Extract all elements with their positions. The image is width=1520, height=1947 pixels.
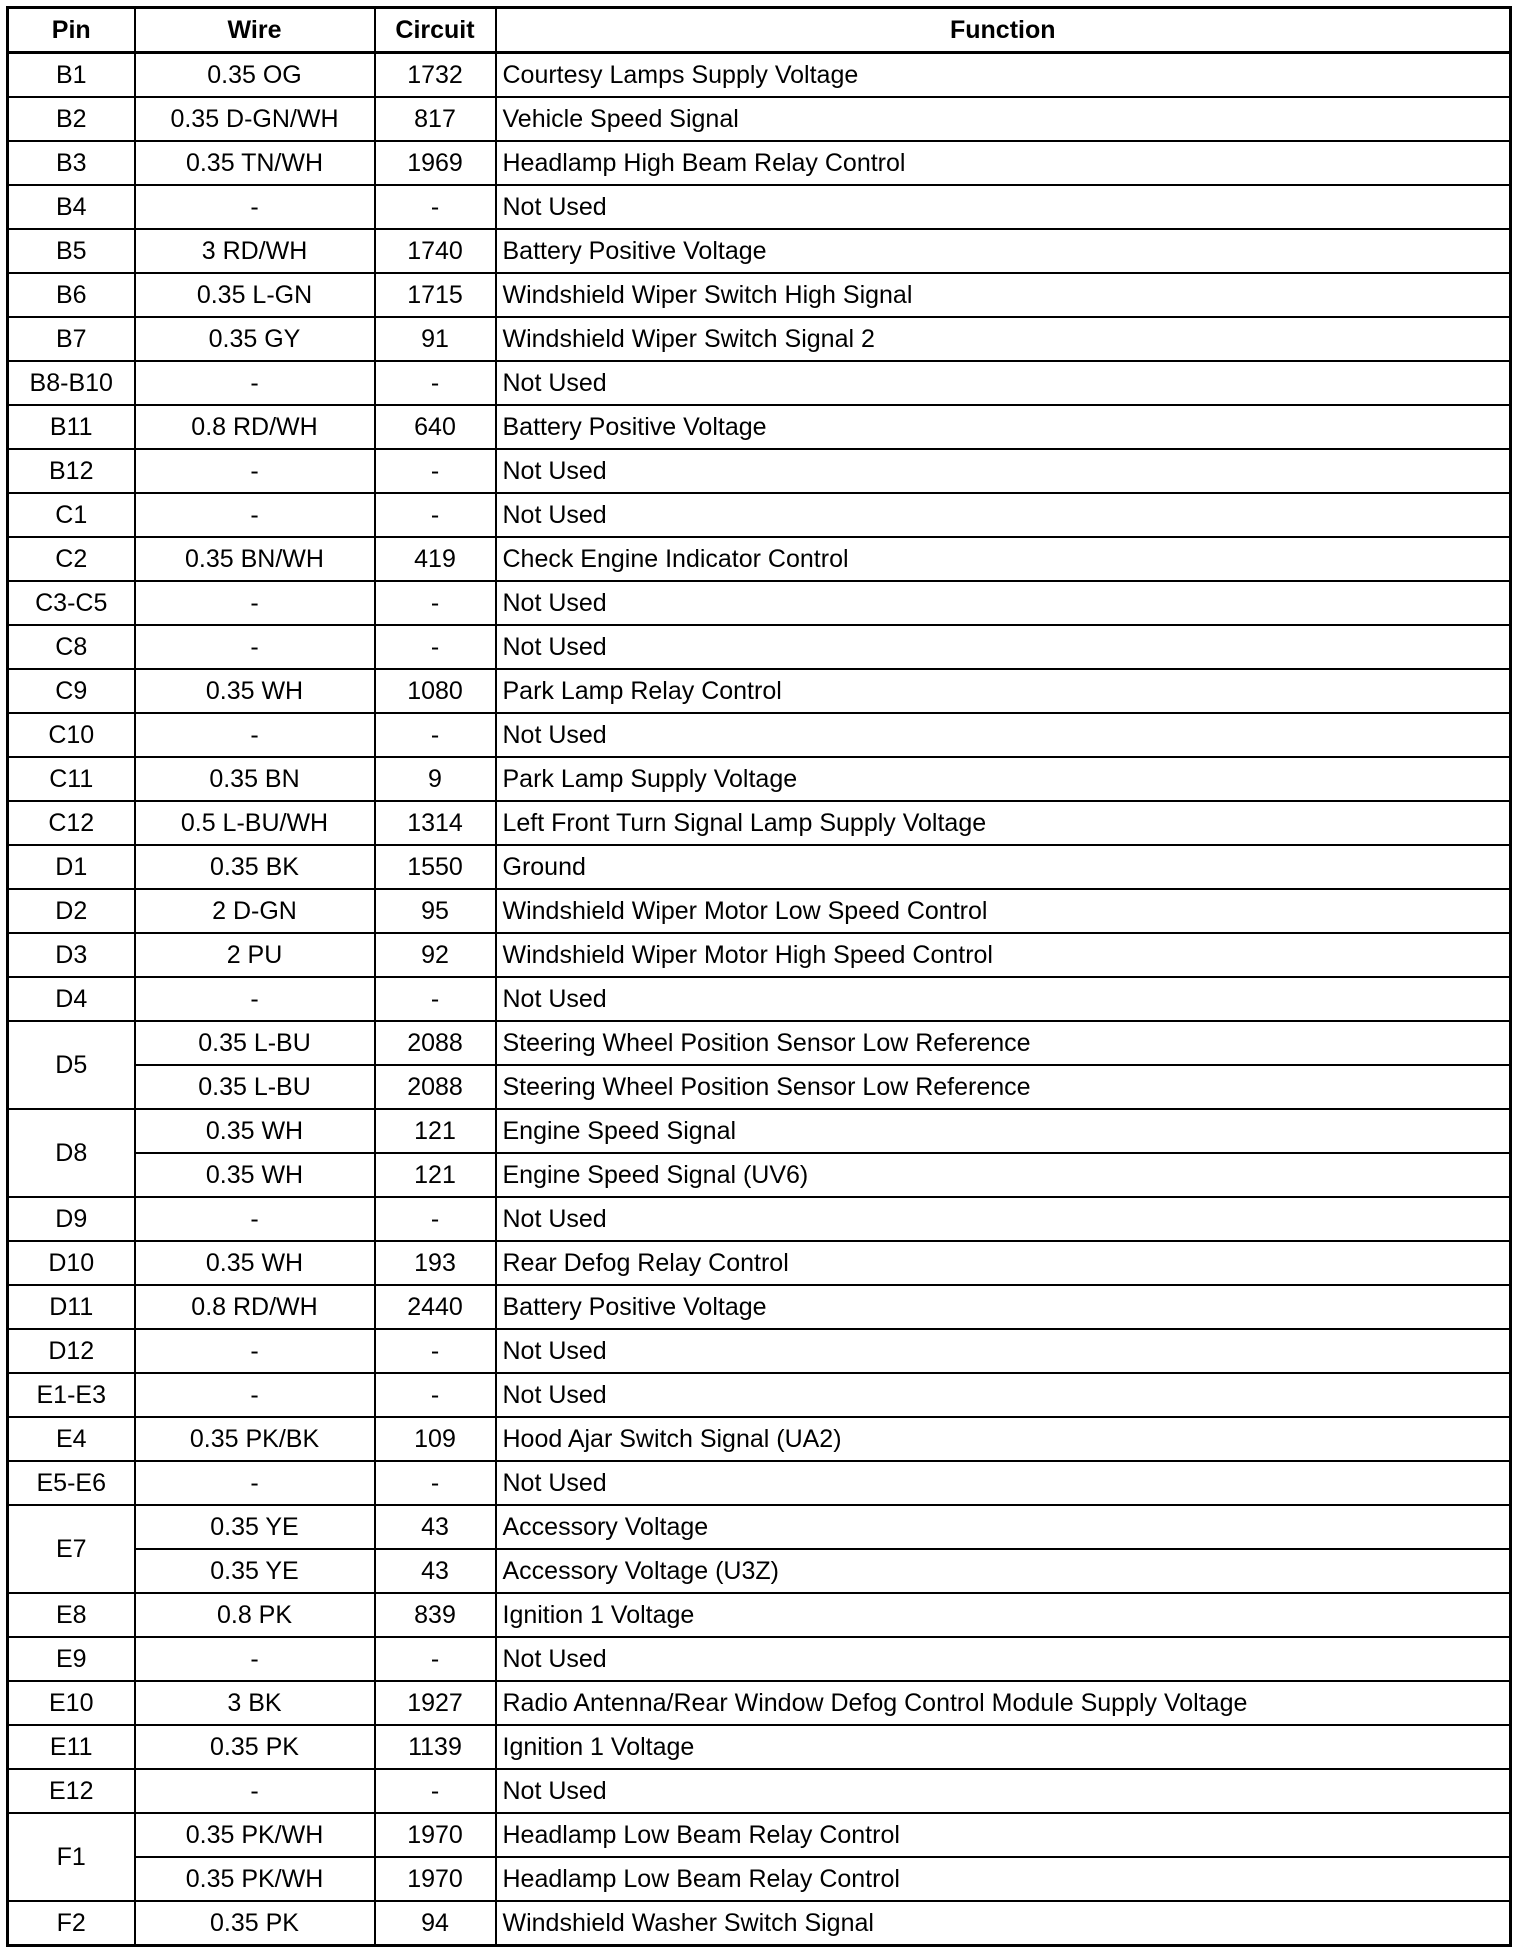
circuit-cell: 839: [375, 1593, 496, 1637]
table-row: [8, 757, 1511, 801]
function-cell: Battery Positive Voltage: [496, 405, 1511, 449]
table-row: [8, 537, 1511, 581]
wire-cell: 2 PU: [135, 933, 375, 977]
wire-cell: 0.8 RD/WH: [135, 405, 375, 449]
pin-cell: D10: [8, 1241, 135, 1285]
wire-cell: 0.35 YE: [135, 1505, 375, 1549]
table-row: [8, 1505, 1511, 1549]
function-cell: Windshield Wiper Switch Signal 2: [496, 317, 1511, 361]
pin-cell: D12: [8, 1329, 135, 1373]
circuit-cell: 1715: [375, 273, 496, 317]
function-cell: Not Used: [496, 581, 1511, 625]
pin-cell: E11: [8, 1725, 135, 1769]
table-row: [8, 317, 1511, 361]
circuit-cell: 419: [375, 537, 496, 581]
function-cell: Vehicle Speed Signal: [496, 97, 1511, 141]
function-cell: Not Used: [496, 493, 1511, 537]
wire-cell: 0.8 PK: [135, 1593, 375, 1637]
circuit-cell: 1969: [375, 141, 496, 185]
table-row: [8, 1373, 1511, 1417]
circuit-cell: -: [375, 449, 496, 493]
wire-cell: 0.35 WH: [135, 669, 375, 713]
table-row: [8, 713, 1511, 757]
circuit-cell: 817: [375, 97, 496, 141]
function-cell: Park Lamp Supply Voltage: [496, 757, 1511, 801]
function-cell: Ground: [496, 845, 1511, 889]
pin-cell: F1: [8, 1813, 135, 1901]
wire-cell: 0.35 PK/WH: [135, 1857, 375, 1901]
pin-cell: D5: [8, 1021, 135, 1109]
function-cell: Not Used: [496, 361, 1511, 405]
pin-cell: E4: [8, 1417, 135, 1461]
function-cell: Ignition 1 Voltage: [496, 1725, 1511, 1769]
pin-cell: E12: [8, 1769, 135, 1813]
pin-cell: B1: [8, 53, 135, 98]
function-cell: Windshield Wiper Switch High Signal: [496, 273, 1511, 317]
wire-cell: -: [135, 625, 375, 669]
function-cell: Not Used: [496, 1461, 1511, 1505]
function-cell: Not Used: [496, 449, 1511, 493]
circuit-cell: 121: [375, 1153, 496, 1197]
pin-cell: C3-C5: [8, 581, 135, 625]
table-row: [8, 1461, 1511, 1505]
circuit-cell: -: [375, 361, 496, 405]
pin-cell: D3: [8, 933, 135, 977]
circuit-cell: 1970: [375, 1813, 496, 1857]
circuit-cell: 1732: [375, 53, 496, 98]
circuit-cell: -: [375, 713, 496, 757]
table-row: [8, 1065, 1511, 1109]
circuit-cell: 1927: [375, 1681, 496, 1725]
function-cell: Not Used: [496, 1197, 1511, 1241]
function-cell: Not Used: [496, 625, 1511, 669]
circuit-cell: -: [375, 1637, 496, 1681]
pin-cell: C10: [8, 713, 135, 757]
wire-cell: -: [135, 185, 375, 229]
table-row: [8, 1857, 1511, 1901]
function-cell: Courtesy Lamps Supply Voltage: [496, 53, 1511, 98]
pin-cell: B5: [8, 229, 135, 273]
table-row: [8, 1725, 1511, 1769]
circuit-cell: 9: [375, 757, 496, 801]
wire-cell: 0.35 L-BU: [135, 1021, 375, 1065]
pin-cell: C8: [8, 625, 135, 669]
function-cell: Windshield Washer Switch Signal: [496, 1901, 1511, 1946]
table-row: [8, 1109, 1511, 1153]
table-row: [8, 1813, 1511, 1857]
table-row: [8, 669, 1511, 713]
function-cell: Steering Wheel Position Sensor Low Reference: [496, 1021, 1511, 1065]
circuit-cell: -: [375, 493, 496, 537]
wire-cell: -: [135, 977, 375, 1021]
pin-cell: C12: [8, 801, 135, 845]
table-row: [8, 1021, 1511, 1065]
pin-cell: E10: [8, 1681, 135, 1725]
pin-cell: D1: [8, 845, 135, 889]
pin-cell: D11: [8, 1285, 135, 1329]
pin-cell: C9: [8, 669, 135, 713]
wire-cell: 0.35 TN/WH: [135, 141, 375, 185]
pin-cell: B7: [8, 317, 135, 361]
circuit-cell: 1314: [375, 801, 496, 845]
wire-cell: -: [135, 361, 375, 405]
wire-cell: -: [135, 493, 375, 537]
wire-cell: -: [135, 1637, 375, 1681]
table-row: [8, 229, 1511, 273]
function-cell: Battery Positive Voltage: [496, 1285, 1511, 1329]
function-cell: Radio Antenna/Rear Window Defog Control Module Supply Voltage: [496, 1681, 1511, 1725]
circuit-cell: 193: [375, 1241, 496, 1285]
wire-cell: 0.35 BK: [135, 845, 375, 889]
circuit-cell: -: [375, 1461, 496, 1505]
circuit-cell: 92: [375, 933, 496, 977]
header-wire: Wire: [135, 8, 375, 53]
pin-cell: B6: [8, 273, 135, 317]
pin-cell: C2: [8, 537, 135, 581]
function-cell: Headlamp Low Beam Relay Control: [496, 1857, 1511, 1901]
wire-cell: 0.35 BN/WH: [135, 537, 375, 581]
circuit-cell: 109: [375, 1417, 496, 1461]
table-row: [8, 1681, 1511, 1725]
circuit-cell: 94: [375, 1901, 496, 1946]
circuit-cell: 121: [375, 1109, 496, 1153]
circuit-cell: 1740: [375, 229, 496, 273]
table-row: [8, 493, 1511, 537]
circuit-cell: 1550: [375, 845, 496, 889]
table-row: [8, 1285, 1511, 1329]
wire-cell: 0.35 PK: [135, 1725, 375, 1769]
wire-cell: 0.35 OG: [135, 53, 375, 98]
wire-cell: -: [135, 1373, 375, 1417]
table-row: [8, 97, 1511, 141]
pin-cell: C11: [8, 757, 135, 801]
function-cell: Check Engine Indicator Control: [496, 537, 1511, 581]
pin-cell: B12: [8, 449, 135, 493]
wire-cell: 0.35 WH: [135, 1241, 375, 1285]
function-cell: Accessory Voltage (U3Z): [496, 1549, 1511, 1593]
wire-cell: -: [135, 1329, 375, 1373]
pin-cell: D2: [8, 889, 135, 933]
pin-cell: E5-E6: [8, 1461, 135, 1505]
wire-cell: -: [135, 1461, 375, 1505]
circuit-cell: -: [375, 1329, 496, 1373]
function-cell: Headlamp Low Beam Relay Control: [496, 1813, 1511, 1857]
pin-cell: F2: [8, 1901, 135, 1946]
wire-cell: 0.35 L-GN: [135, 273, 375, 317]
function-cell: Not Used: [496, 185, 1511, 229]
function-cell: Not Used: [496, 1637, 1511, 1681]
wire-cell: -: [135, 1769, 375, 1813]
wire-cell: 0.5 L-BU/WH: [135, 801, 375, 845]
wire-cell: 0.35 WH: [135, 1153, 375, 1197]
function-cell: Engine Speed Signal (UV6): [496, 1153, 1511, 1197]
pin-cell: B2: [8, 97, 135, 141]
pin-cell: E1-E3: [8, 1373, 135, 1417]
table-row: [8, 625, 1511, 669]
function-cell: Headlamp High Beam Relay Control: [496, 141, 1511, 185]
pin-cell: C1: [8, 493, 135, 537]
function-cell: Accessory Voltage: [496, 1505, 1511, 1549]
circuit-cell: 1139: [375, 1725, 496, 1769]
pin-cell: D8: [8, 1109, 135, 1197]
pin-cell: D4: [8, 977, 135, 1021]
function-cell: Windshield Wiper Motor Low Speed Control: [496, 889, 1511, 933]
table-row: [8, 1637, 1511, 1681]
table-row: [8, 889, 1511, 933]
pin-cell: E9: [8, 1637, 135, 1681]
circuit-cell: -: [375, 1373, 496, 1417]
table-row: [8, 141, 1511, 185]
table-row: [8, 361, 1511, 405]
wire-cell: 2 D-GN: [135, 889, 375, 933]
circuit-cell: -: [375, 625, 496, 669]
table-row: [8, 581, 1511, 625]
pin-cell: B3: [8, 141, 135, 185]
function-cell: Engine Speed Signal: [496, 1109, 1511, 1153]
header-function: Function: [496, 8, 1511, 53]
table-row: [8, 933, 1511, 977]
function-cell: Not Used: [496, 1373, 1511, 1417]
table-row: [8, 1549, 1511, 1593]
circuit-cell: 95: [375, 889, 496, 933]
wire-cell: 0.35 PK: [135, 1901, 375, 1946]
wire-cell: -: [135, 449, 375, 493]
pin-cell: D9: [8, 1197, 135, 1241]
circuit-cell: -: [375, 977, 496, 1021]
table-header-row: [8, 8, 1511, 53]
circuit-cell: -: [375, 581, 496, 625]
pin-cell: B4: [8, 185, 135, 229]
function-cell: Not Used: [496, 1329, 1511, 1373]
function-cell: Ignition 1 Voltage: [496, 1593, 1511, 1637]
circuit-cell: 1080: [375, 669, 496, 713]
function-cell: Windshield Wiper Motor High Speed Control: [496, 933, 1511, 977]
connector-pinout-table: [6, 6, 1512, 1947]
table-row: [8, 801, 1511, 845]
circuit-cell: -: [375, 185, 496, 229]
table-row: [8, 1197, 1511, 1241]
table-row: [8, 1241, 1511, 1285]
wire-cell: 0.35 GY: [135, 317, 375, 361]
circuit-cell: 2088: [375, 1065, 496, 1109]
pin-cell: B8-B10: [8, 361, 135, 405]
table-row: [8, 977, 1511, 1021]
function-cell: Battery Positive Voltage: [496, 229, 1511, 273]
function-cell: Steering Wheel Position Sensor Low Reference: [496, 1065, 1511, 1109]
table-row: [8, 53, 1511, 98]
table-row: [8, 1901, 1511, 1946]
wire-cell: 3 RD/WH: [135, 229, 375, 273]
circuit-cell: -: [375, 1769, 496, 1813]
circuit-cell: 2440: [375, 1285, 496, 1329]
wire-cell: 0.35 BN: [135, 757, 375, 801]
wire-cell: 0.35 PK/WH: [135, 1813, 375, 1857]
table-row: [8, 273, 1511, 317]
function-cell: Not Used: [496, 977, 1511, 1021]
table-body: [8, 53, 1511, 1946]
wire-cell: 0.35 L-BU: [135, 1065, 375, 1109]
circuit-cell: -: [375, 1197, 496, 1241]
circuit-cell: 43: [375, 1549, 496, 1593]
table-row: [8, 449, 1511, 493]
table-row: [8, 845, 1511, 889]
table-row: [8, 185, 1511, 229]
function-cell: Left Front Turn Signal Lamp Supply Voltage: [496, 801, 1511, 845]
table-row: [8, 1769, 1511, 1813]
table-row: [8, 405, 1511, 449]
wire-cell: -: [135, 581, 375, 625]
pin-cell: E7: [8, 1505, 135, 1593]
circuit-cell: 2088: [375, 1021, 496, 1065]
function-cell: Park Lamp Relay Control: [496, 669, 1511, 713]
pin-cell: B11: [8, 405, 135, 449]
circuit-cell: 43: [375, 1505, 496, 1549]
wire-cell: 0.35 YE: [135, 1549, 375, 1593]
circuit-cell: 1970: [375, 1857, 496, 1901]
table-row: [8, 1417, 1511, 1461]
function-cell: Not Used: [496, 713, 1511, 757]
circuit-cell: 640: [375, 405, 496, 449]
function-cell: Hood Ajar Switch Signal (UA2): [496, 1417, 1511, 1461]
wire-cell: -: [135, 713, 375, 757]
pin-cell: E8: [8, 1593, 135, 1637]
wire-cell: 0.35 PK/BK: [135, 1417, 375, 1461]
wire-cell: 3 BK: [135, 1681, 375, 1725]
circuit-cell: 91: [375, 317, 496, 361]
wire-cell: -: [135, 1197, 375, 1241]
table-row: [8, 1153, 1511, 1197]
header-pin: Pin: [8, 8, 135, 53]
header-circuit: Circuit: [375, 8, 496, 53]
table-row: [8, 1329, 1511, 1373]
table-row: [8, 1593, 1511, 1637]
wire-cell: 0.8 RD/WH: [135, 1285, 375, 1329]
wire-cell: 0.35 WH: [135, 1109, 375, 1153]
wire-cell: 0.35 D-GN/WH: [135, 97, 375, 141]
function-cell: Rear Defog Relay Control: [496, 1241, 1511, 1285]
function-cell: Not Used: [496, 1769, 1511, 1813]
